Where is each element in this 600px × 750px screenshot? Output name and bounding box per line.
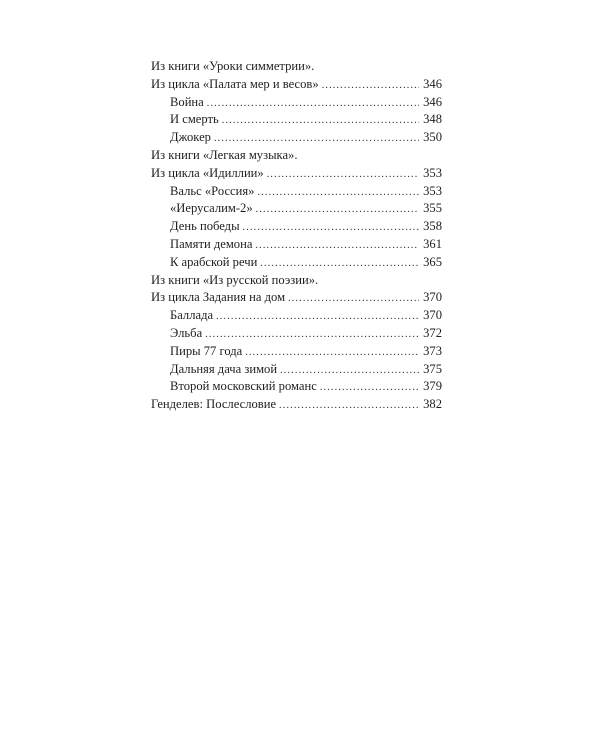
toc-entry-title: И смерть [170, 112, 219, 127]
dot-leader [260, 255, 419, 273]
toc-heading-text: Из книги «Уроки симметрии». [151, 59, 315, 73]
toc-heading-text: Из книги «Из русской поэзии». [151, 272, 319, 287]
toc-heading-text: Из книги «Легкая музыка». [151, 147, 298, 162]
toc-entry [151, 94, 442, 112]
dot-leader [256, 201, 419, 219]
toc-entry-page: 372 [423, 325, 442, 340]
toc-entry-page: 355 [423, 201, 442, 216]
toc-entry-page: 346 [423, 76, 442, 91]
dot-leader [322, 77, 419, 95]
toc-entry-title: Дальняя дача зимой [170, 361, 278, 376]
dot-leader [280, 362, 419, 380]
toc-entry [151, 289, 442, 307]
dot-leader [288, 290, 419, 308]
toc-entry [151, 183, 442, 201]
toc-entry [151, 129, 442, 147]
dot-leader [205, 326, 419, 344]
toc-entry-title: День победы [170, 219, 240, 234]
toc-entry-title: Вальс «Россия» [170, 183, 255, 198]
toc-entry-title: Джокер [170, 130, 211, 145]
toc-entry-title: Из цикла Задания на дом [151, 290, 286, 305]
dot-leader [279, 397, 419, 415]
toc-entry-page: 382 [423, 397, 442, 412]
toc-section-heading [151, 58, 442, 76]
toc-entry-title: Из цикла «Палата мер и весов» [151, 76, 319, 91]
toc-entry-title: «Иерусалим-2» [170, 201, 253, 216]
toc-entry-page: 361 [423, 236, 442, 251]
toc-entry-title: К арабской речи [170, 254, 258, 269]
dot-leader [255, 237, 419, 255]
toc-section-heading [151, 147, 442, 165]
toc-entry-title: Генделев: Послесловие [151, 397, 277, 412]
toc-entry-page: 348 [423, 112, 442, 127]
toc-entry [151, 218, 442, 236]
toc-entry-page: 358 [423, 219, 442, 234]
toc-entry [151, 200, 442, 218]
toc-entry-title: Из цикла «Идиллии» [151, 165, 264, 180]
dot-leader [214, 130, 419, 148]
dot-leader [320, 379, 419, 397]
toc-entry-page: 365 [423, 254, 442, 269]
dot-leader [222, 112, 419, 130]
dot-leader [257, 184, 419, 202]
toc-entry-title: Эльба [170, 325, 203, 340]
dot-leader [216, 308, 419, 326]
toc-entry-title: Война [170, 94, 204, 109]
dot-leader [207, 95, 419, 113]
toc-entry [151, 378, 442, 396]
toc-entry [151, 396, 442, 414]
toc-entry-page: 353 [423, 165, 442, 180]
toc-entry [151, 254, 442, 272]
toc-entry-title: Второй московский романс [170, 379, 317, 394]
toc-entry [151, 76, 442, 94]
toc-entry-page: 379 [423, 379, 442, 394]
dot-leader [245, 344, 419, 362]
toc-entry-page: 353 [423, 183, 442, 198]
toc-entry [151, 236, 442, 254]
toc-entry [151, 307, 442, 325]
toc-entry-page: 370 [423, 308, 442, 323]
toc-entry [151, 361, 442, 379]
toc-entry [151, 111, 442, 129]
toc-entry-page: 350 [423, 130, 442, 145]
toc-entry-title: Памяти демона [170, 236, 253, 251]
toc-entry [151, 165, 442, 183]
dot-leader [243, 219, 419, 237]
toc-entry-page: 346 [423, 94, 442, 109]
toc-entry [151, 343, 442, 361]
toc-entry [151, 325, 442, 343]
dot-leader [267, 166, 419, 184]
toc-entry-page: 370 [423, 290, 442, 305]
table-of-contents [151, 58, 442, 414]
toc-entry-title: Баллада [170, 308, 214, 323]
toc-section-heading [151, 272, 442, 290]
toc-entry-page: 373 [423, 343, 442, 358]
toc-entry-title: Пиры 77 года [170, 343, 243, 358]
toc-entry-page: 375 [423, 361, 442, 376]
